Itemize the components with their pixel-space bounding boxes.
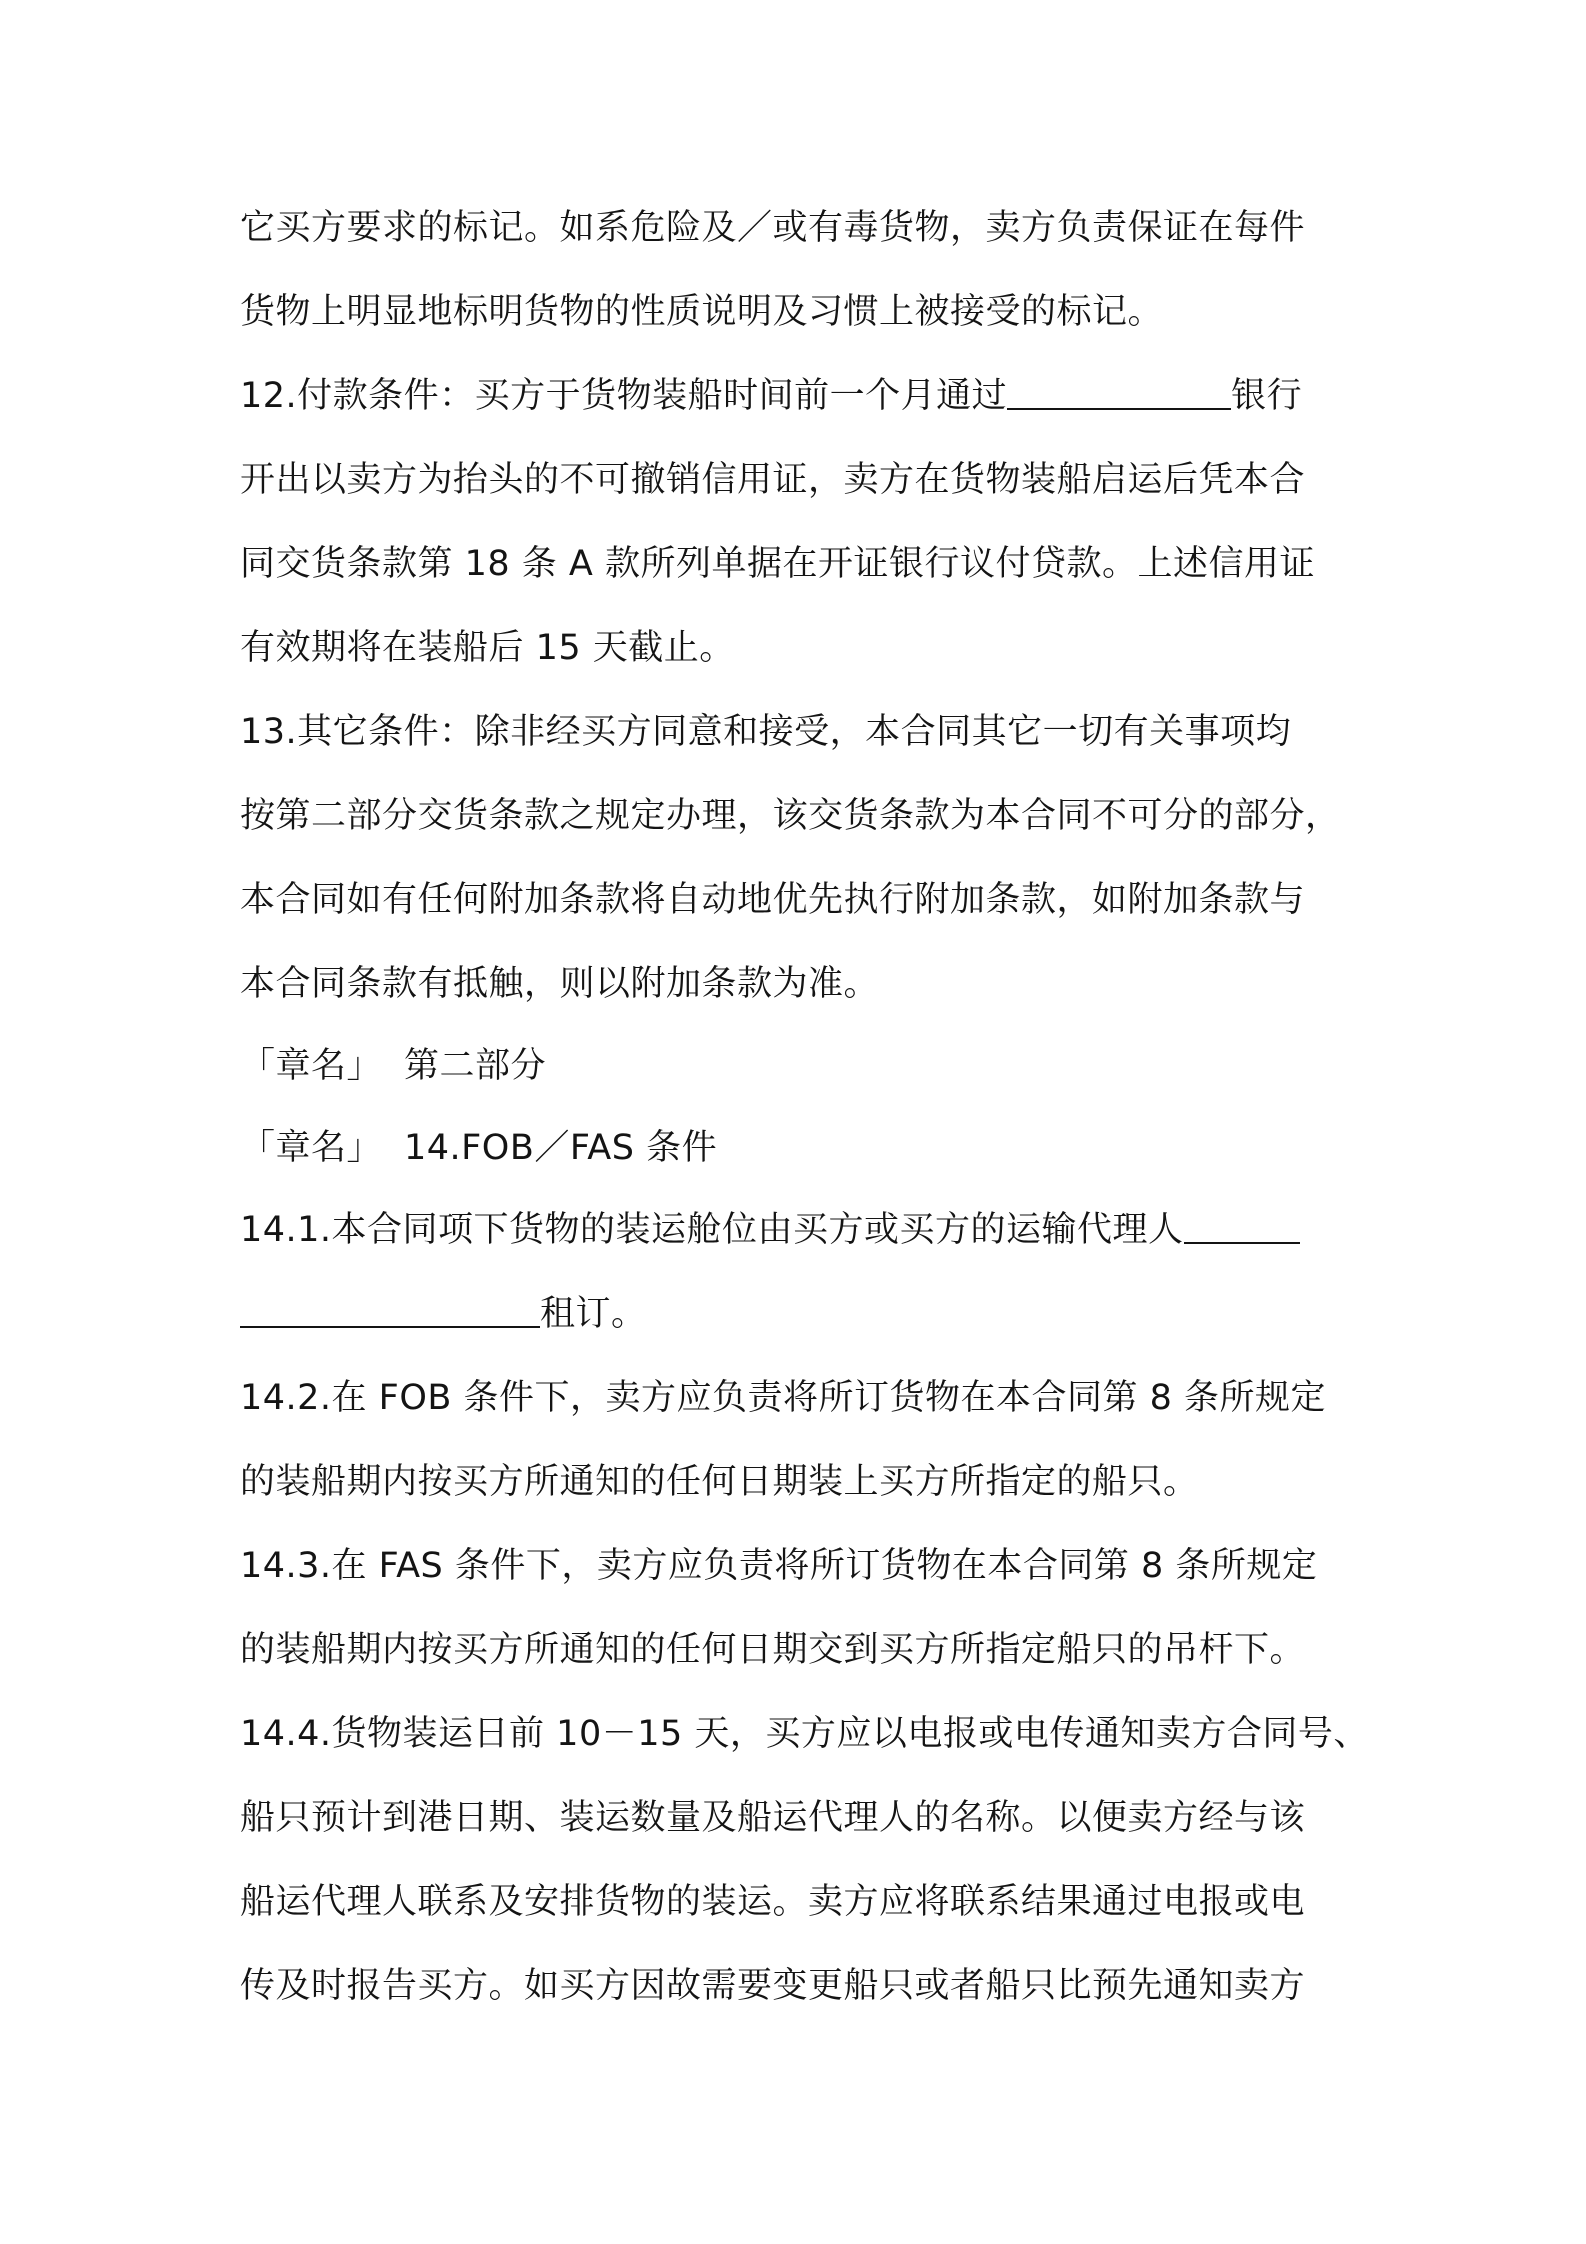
line-text: 货物上明显地标明货物的性质说明及习惯上被接受的标记。 — [240, 292, 1164, 332]
chapter-tag: 「章名」 — [240, 1046, 383, 1086]
line-text: 船只预计到港日期、装运数量及船运代理人的名称。以便卖方经与该 — [240, 1798, 1306, 1838]
clause-14-2-line — [240, 1368, 1360, 1428]
line-text: 12.付款条件：买方于货物装船时间前一个月通过 — [240, 376, 1008, 416]
line-text: 14.4.货物装运日前 10－15 天，买方应以电报或电传通知卖方合同号、 — [240, 1714, 1369, 1754]
line-text: 14.1.本合同项下货物的装运舱位由买方或买方的运输代理人 — [240, 1210, 1184, 1250]
paragraph-line — [240, 282, 1360, 342]
bank-blank-field[interactable] — [1007, 372, 1231, 410]
paragraph-line — [240, 1452, 1360, 1512]
clause-14-3-line — [240, 1536, 1360, 1596]
line-text: 传及时报告买方。如买方因故需要变更船只或者船只比预先通知卖方 — [240, 1966, 1306, 2006]
agent-blank-field[interactable] — [1184, 1206, 1300, 1244]
line-text: 本合同条款有抵触，则以附加条款为准。 — [240, 964, 880, 1004]
paragraph-line — [240, 450, 1360, 510]
paragraph-line — [240, 618, 1360, 678]
line-text: 有效期将在装船后 15 天截止。 — [240, 628, 735, 668]
paragraph-line — [240, 534, 1360, 594]
clause-12-payment-line — [240, 366, 1360, 426]
clause-14-4-line — [240, 1704, 1369, 1764]
chapter-title: 14.FOB／FAS 条件 — [404, 1128, 718, 1168]
line-text: 的装船期内按买方所通知的任何日期装上买方所指定的船只。 — [240, 1462, 1199, 1502]
line-text: 租订。 — [540, 1294, 647, 1334]
line-text: 14.3.在 FAS 条件下，卖方应负责将所订货物在本合同第 8 条所规定 — [240, 1546, 1318, 1586]
line-text: 的装船期内按买方所通知的任何日期交到买方所指定船只的吊杆下。 — [240, 1630, 1306, 1670]
chapter-title: 第二部分 — [404, 1046, 547, 1086]
paragraph-line — [240, 870, 1360, 930]
line-text: 13.其它条件：除非经买方同意和接受，本合同其它一切有关事项均 — [240, 712, 1292, 752]
chapter-heading-fob-fas — [240, 1118, 1360, 1178]
line-text: 14.2.在 FOB 条件下，卖方应负责将所订货物在本合同第 8 条所规定 — [240, 1378, 1327, 1418]
line-text: 本合同如有任何附加条款将自动地优先执行附加条款，如附加条款与 — [240, 880, 1306, 920]
paragraph-line — [240, 1956, 1360, 2016]
paragraph-line — [240, 786, 1360, 846]
paragraph-line — [240, 1620, 1360, 1680]
line-text: 同交货条款第 18 条 A 款所列单据在开证银行议付贷款。上述信用证 — [240, 544, 1315, 584]
paragraph-line — [240, 198, 1360, 258]
paragraph-line — [240, 954, 1360, 1014]
line-text: 银行 — [1231, 376, 1303, 416]
agent-blank-field-continued[interactable] — [240, 1290, 540, 1328]
paragraph-line — [240, 1872, 1360, 1932]
line-text: 它买方要求的标记。如系危险及／或有毒货物，卖方负责保证在每件 — [240, 208, 1306, 248]
clause-14-1-continuation — [240, 1284, 1360, 1344]
line-text: 开出以卖方为抬头的不可撤销信用证，卖方在货物装船启运后凭本合 — [240, 460, 1306, 500]
chapter-tag: 「章名」 — [240, 1128, 383, 1168]
paragraph-line — [240, 1788, 1360, 1848]
line-text: 船运代理人联系及安排货物的装运。卖方应将联系结果通过电报或电 — [240, 1882, 1306, 1922]
clause-13-other-terms-line — [240, 702, 1360, 762]
clause-14-1-line — [240, 1200, 1360, 1260]
chapter-heading-part-two — [240, 1036, 1360, 1096]
line-text: 按第二部分交货条款之规定办理，该交货条款为本合同不可分的部分， — [240, 796, 1341, 836]
